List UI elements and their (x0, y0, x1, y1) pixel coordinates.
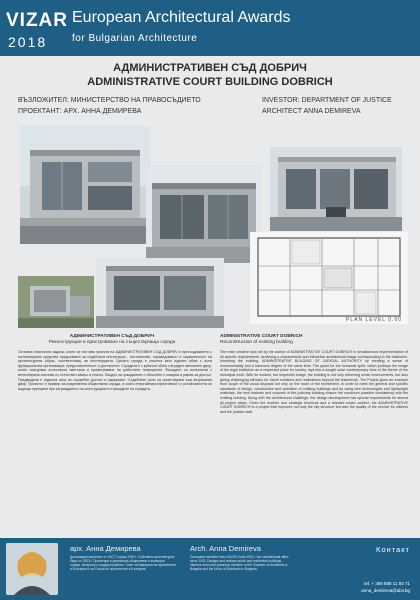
plan-label: PLAN LEVEL 0.00 (346, 317, 402, 323)
footer-banner (0, 538, 420, 600)
architect-name-bg: арх. Анна Демирева (70, 544, 141, 553)
building-photo-right (270, 147, 402, 231)
caption-right-title: ADMINISTRATIVE COURT DOBRICH (220, 334, 303, 339)
building-photo-lower-art (96, 258, 224, 328)
building-photo-lower (96, 258, 224, 328)
contact-email: anna_demireva@abv.bg (361, 588, 410, 593)
investor-bg: ВЪЗЛОЖИТЕЛ: МИНИСТЕРСТВО НА ПРАВОСЪДИЕТО (18, 97, 201, 104)
investor-en: INVESTOR: DEPARTMENT OF JUSTICE (262, 97, 392, 104)
contact-phone: tel: + 359 888 11 50 71 (364, 581, 410, 586)
building-photo-main-art (20, 126, 150, 244)
awards-title: European Architectural Awards (72, 9, 291, 26)
description-bg: Основна пластична задача, която си поставя проекта на АДМИНИСТРАТИВЕН СЪД ДОБРИЧ е пресъздаването с контемпорани средства представата за съдебната институция - постоянство, справедливост и хармоничност на архитектурния образ, съответстващ на институцията. Цялата сграда е решена като единен обем с ясна функционална организация, представителност и достъпност. Сградата е с кубичен обем с вграден светлинен двор, която осигурява естествена светлина и проветряване на работните помещения. Фасадите са изпълнени с вентилирани системи от естествен камък и стъкло. Входът за гражданите е обособен с козирка и рампа за достъп. Предвидена е отделна зона за служебен достъп и паркиране. Съдебните зали са ориентирани към вътрешния двор. Проектът е пример за съвременна обществена сграда, в която енергийната ефективност и устойчивостта са водещи принципи при изграждането на конструкцията и фасадите на сградата. (18, 350, 212, 391)
portrait-art (6, 543, 58, 595)
building-photo-aerial-art (18, 276, 94, 328)
caption-left-subtitle: Реконструкция и пристрояване на съществуваща сграда (48, 340, 176, 345)
architect-bio-bg: Дипломиран архитект от УАСГ София 1992 г. Собствено архитектурно бюро от 2003 г. Проектира и реализира обществени и жилищни сгради, интериор и градоустройство. Член на Камарата на архитектите в България и на Съюза на архитектите в България. (70, 555, 176, 571)
contact-heading: Контакт (375, 545, 410, 554)
building-photo-main (20, 126, 150, 244)
building-photo-center-art (146, 165, 262, 263)
logo-year: 2018 (8, 34, 48, 50)
description-en: The main creative task set by the author of ADMINISTRATIVE COURT DOBRICH is simultaneous implementation of all specific requirements, achieving a characteristic and influential architectural image corresponding to the institution. Inheriting the building, ADMINISTRATIVE BUILDING OF JUDICIAL AUTHORITY by creating a sense of monumentality and a harmonic degree of the same time. The quest for the humanist spirit, which portrays the image of the legal institution as a respected place for society, lays into a sought solar contemporary view of the theme of the municipal work. With its modest, but respectful image, the building is not only reforming urban environments, but also giving challenging stimulus for future solutions and realizations beyond the framework. The Project gives an example from scope of the usual disposal not only on the route of the investment. In order to meet the general and specific standards of design, construction and operation of existing buildings and by using new technologies and lightweight materials, the new features and volumes of the judiciary building ensure the maximum possible consistency with the existing building. Along with the architectural challenge, the design development has special requirements for almost all project steps. Given the modern and strategic functions and a relevant urban context, the ADMINISTRATIVE COURT DOBRICH is a project that improves not only the city structure but also the quality of the service for citizens and the judicial staff. (220, 350, 408, 414)
vizar-logo (6, 4, 68, 52)
building-photo-aerial (18, 276, 94, 328)
caption-left-title: АДМИНИСТРАТИВЕН СЪД ДОБРИЧ (69, 334, 155, 339)
logo-word: VIZAR (6, 10, 68, 31)
building-photo-right-art (270, 147, 402, 231)
building-photo-center (146, 165, 262, 263)
awards-subtitle: for Bulgarian Architecture (72, 33, 198, 44)
architect-portrait (6, 543, 58, 595)
architect-name-en: Arch. Anna Demireva (190, 544, 261, 553)
caption-right-subtitle: Reconstruction of existing building (220, 340, 293, 345)
project-title-en: ADMINISTRATIVE COURT BUILDING DOBRICH (87, 76, 333, 88)
header-banner (0, 0, 420, 56)
architect-bio-en: Graduated architect from UACEG Sofia 1992. Own architectural office since 2003. Designs and realizes public and residential buildings, interiors and urban planning. Member of the Chamber of Architects in Bulgaria and the Union of Architects in Bulgaria. (190, 555, 289, 571)
designer-en: ARCHITECT ANNA DEMIREVA (262, 108, 361, 115)
floor-plan-drawing (250, 232, 408, 324)
designer-bg: ПРОЕКТАНТ: АРХ. АННА ДЕМИРЕВА (18, 108, 142, 115)
floor-plan (250, 232, 408, 324)
project-title-bg: АДМИНИСТРАТИВЕН СЪД ДОБРИЧ (113, 62, 307, 74)
